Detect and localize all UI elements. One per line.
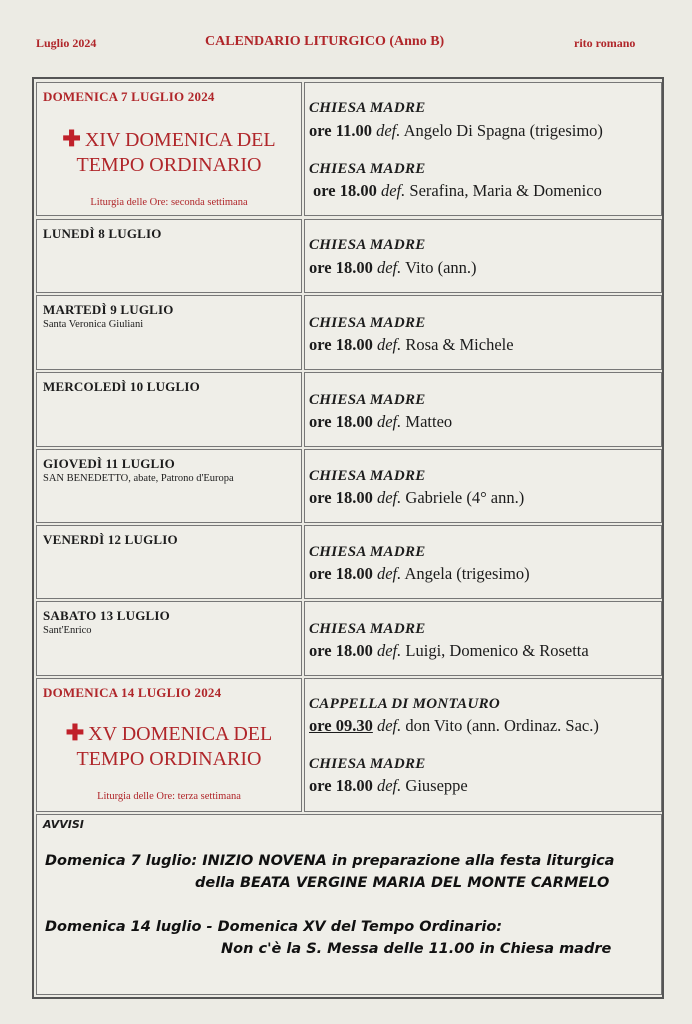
mass-place: CHIESA MADRE	[309, 237, 426, 253]
cross-icon: ✚	[62, 126, 81, 151]
day-date: GIOVEDÌ 11 LUGLIO	[43, 456, 175, 471]
mass-cell-tuesday-9	[304, 295, 662, 370]
day-saint: Santa Veronica Giuliani	[43, 319, 144, 330]
mass-line: ore 18.00 def. Vito (ann.)	[309, 258, 477, 277]
mass-line: ore 18.00 def. Giuseppe	[309, 776, 468, 795]
day-cell-sunday-7	[36, 82, 302, 216]
mass-line: ore 18.00 def. Angela (trigesimo)	[309, 564, 530, 583]
day-date: DOMENICA 7 LUGLIO 2024	[43, 89, 215, 104]
mass-line: ore 18.00 def. Rosa & Michele	[309, 335, 514, 354]
feast-line-2: TEMPO ORDINARIO	[76, 154, 262, 176]
day-cell-saturday-13	[36, 601, 302, 676]
mass-cell-sunday-7	[304, 82, 662, 216]
mass-cell-sunday-14	[304, 678, 662, 812]
mass-line: ore 18.00 def. Serafina, Maria & Domenico	[313, 181, 602, 200]
mass-line: ore 11.00 def. Angelo Di Spagna (trigesimo)	[309, 121, 603, 140]
liturgy-hours: Liturgia delle Ore: seconda settimana	[90, 197, 248, 208]
mass-place: CHIESA MADRE	[309, 392, 426, 408]
day-cell-tuesday-9	[36, 295, 302, 370]
day-cell-wednesday-10	[36, 372, 302, 447]
mass-place: CHIESA MADRE	[309, 161, 426, 177]
day-cell-friday-12	[36, 525, 302, 599]
notice-1-line-1: Domenica 7 luglio: INIZIO NOVENA in preparazione alla festa liturgica	[45, 853, 615, 869]
day-cell-sunday-14	[36, 678, 302, 812]
day-date: MARTEDÌ 9 LUGLIO	[43, 302, 174, 317]
header-month: Luglio 2024	[36, 36, 97, 50]
mass-cell-wednesday-10	[304, 372, 662, 447]
notice-2-line-1: Domenica 14 luglio - Domenica XV del Tempo Ordinario:	[45, 919, 503, 935]
header-title: CALENDARIO LITURGICO (Anno B)	[205, 34, 445, 49]
day-date: DOMENICA 14 LUGLIO 2024	[43, 685, 222, 700]
page-header	[0, 36, 692, 56]
notice-1-line-2: della BEATA VERGINE MARIA DEL MONTE CARMELO	[195, 875, 610, 891]
mass-line: ore 18.00 def. Matteo	[309, 412, 453, 431]
mass-place: CAPPELLA DI MONTAURO	[309, 696, 501, 712]
day-date: SABATO 13 LUGLIO	[43, 608, 170, 623]
feast-line-1: ✚ XV DOMENICA DEL	[65, 720, 273, 745]
mass-line: ore 18.00 def. Luigi, Domenico & Rosetta	[309, 641, 589, 660]
mass-place: CHIESA MADRE	[309, 544, 426, 560]
mass-place: CHIESA MADRE	[309, 756, 426, 772]
day-saint: Sant'Enrico	[43, 625, 92, 636]
mass-cell-monday-8	[304, 219, 662, 293]
feast-line-1: ✚ XIV DOMENICA DEL	[62, 126, 276, 151]
mass-place: CHIESA MADRE	[309, 315, 426, 331]
mass-cell-saturday-13	[304, 601, 662, 676]
mass-cell-thursday-11	[304, 449, 662, 523]
feast-line-2: TEMPO ORDINARIO	[76, 748, 262, 770]
cross-icon: ✚	[65, 720, 85, 745]
mass-line: ore 18.00 def. Gabriele (4° ann.)	[309, 488, 525, 507]
mass-cell-friday-12	[304, 525, 662, 599]
day-cell-monday-8	[36, 219, 302, 293]
header-rite: rito romano	[574, 36, 636, 50]
day-saint: SAN BENEDETTO, abate, Patrono d'Europa	[43, 473, 234, 484]
notices-box	[36, 814, 662, 995]
day-date: MERCOLEDÌ 10 LUGLIO	[43, 379, 200, 394]
notices-label: AVVISI	[43, 818, 84, 831]
liturgy-hours: Liturgia delle Ore: terza settimana	[97, 791, 241, 802]
mass-place: CHIESA MADRE	[309, 100, 426, 116]
day-cell-thursday-11	[36, 449, 302, 523]
notice-2-line-2: Non c'è la S. Messa delle 11.00 in Chiesa madre	[221, 941, 612, 957]
day-date: LUNEDÌ 8 LUGLIO	[43, 226, 162, 241]
mass-place: CHIESA MADRE	[309, 621, 426, 637]
day-date: VENERDÌ 12 LUGLIO	[43, 532, 178, 547]
mass-line: ore 09.30 def. don Vito (ann. Ordinaz. Sac.)	[309, 716, 599, 735]
mass-place: CHIESA MADRE	[309, 468, 426, 484]
